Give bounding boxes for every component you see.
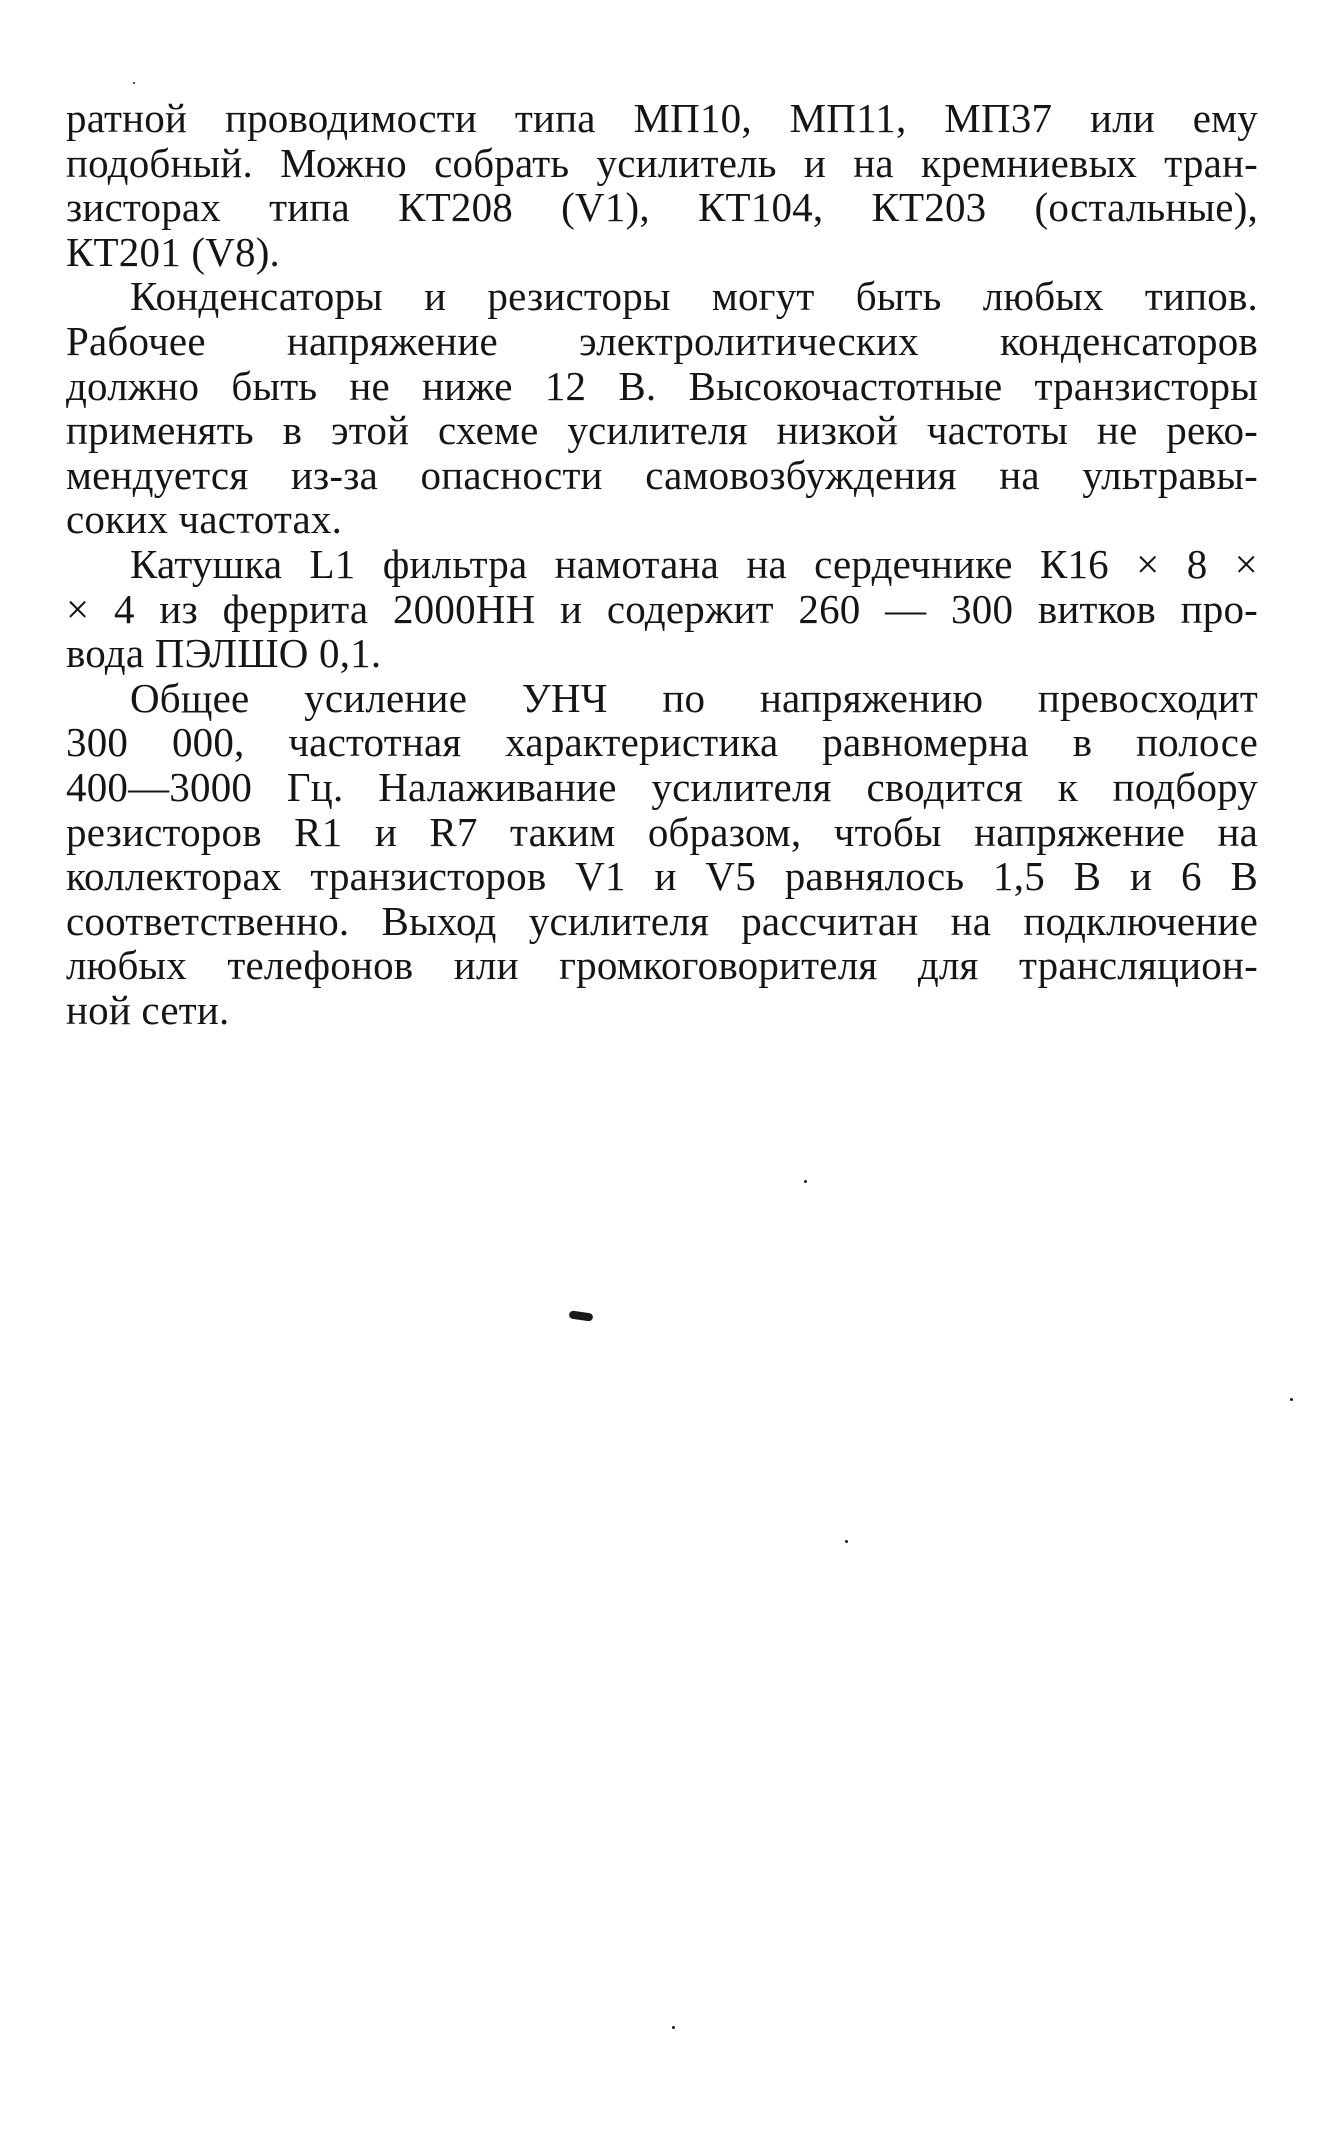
text-line: ной сети. xyxy=(66,986,230,1033)
scan-speck xyxy=(133,82,135,84)
text-line: любых телефонов или громкоговорителя для трансляцион- xyxy=(66,942,1258,989)
text-line: соких частотах. xyxy=(66,496,343,543)
text-line: подобный. Можно собрать усилитель и на кремниевых тран- xyxy=(66,139,1258,186)
text-line: резисторов R1 и R7 таким образом, чтобы напряжение на xyxy=(66,808,1258,855)
scan-speck xyxy=(569,1310,594,1321)
paragraph-2 xyxy=(66,274,1258,542)
text-line: мендуется из-за опасности самовозбуждения на ультравы- xyxy=(66,451,1258,498)
text-line: × 4 из феррита 2000НН и содержит 260 — 300 витков про- xyxy=(66,585,1258,632)
text-line: Катушка L1 фильтра намотана на сердечнике К16 × 8 × xyxy=(130,540,1258,587)
document-page xyxy=(66,96,1258,1032)
text-line: КТ201 (V8). xyxy=(66,228,281,275)
text-line: Рабочее напряжение электролитических конденсаторов xyxy=(66,317,1258,364)
paragraph-3 xyxy=(66,542,1258,676)
scan-speck xyxy=(1290,1398,1293,1401)
text-line: вода ПЭЛШО 0,1. xyxy=(66,630,382,677)
text-line: ратной проводимости типа МП10, МП11, МП37 или ему xyxy=(66,95,1258,141)
text-line: зисторах типа КТ208 (V1), КТ104, КТ203 (остальные), xyxy=(66,184,1258,231)
paragraph-1 xyxy=(66,96,1258,274)
scan-speck xyxy=(804,1180,807,1183)
text-line: коллекторах транзисторов V1 и V5 равнялось 1,5 В и 6 В xyxy=(66,853,1258,900)
scan-speck xyxy=(845,1540,848,1543)
text-line: Конденсаторы и резисторы могут быть любых типов. xyxy=(130,273,1258,320)
text-line: применять в этой схеме усилителя низкой частоты не реко- xyxy=(66,407,1258,454)
text-line: Общее усиление УНЧ по напряжению превосходит xyxy=(130,674,1258,721)
text-line: должно быть не ниже 12 В. Высокочастотные транзисторы xyxy=(66,362,1258,409)
text-line: 400—3000 Гц. Налаживание усилителя сводится к подбору xyxy=(66,763,1258,810)
text-line: соответственно. Выход усилителя рассчитан на подключение xyxy=(66,897,1258,944)
scan-speck xyxy=(672,2026,675,2029)
paragraph-4 xyxy=(66,676,1258,1033)
text-line: 300 000, частотная характеристика равномерна в полосе xyxy=(66,719,1258,766)
